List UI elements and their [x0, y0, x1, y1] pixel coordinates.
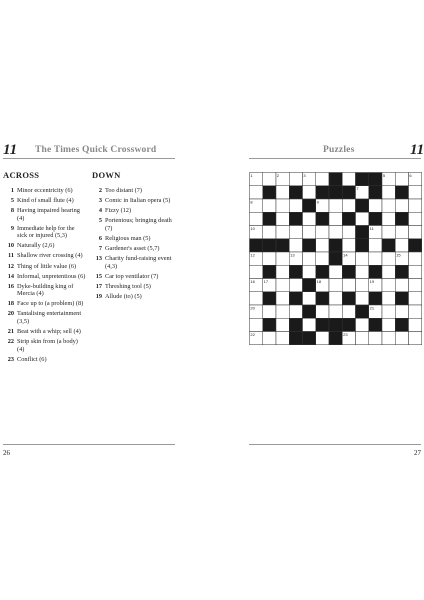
grid-cell[interactable]	[409, 279, 422, 292]
right-page-header-title: Puzzles	[323, 145, 355, 155]
grid-block	[342, 292, 355, 305]
grid-cell[interactable]	[303, 186, 316, 199]
clue-text: Car top ventilator (7)	[105, 272, 159, 280]
grid-cell[interactable]	[395, 332, 408, 345]
grid-cell-number: 18	[316, 278, 322, 284]
clue-number: 15	[95, 272, 102, 280]
grid-cell-number: 10	[250, 225, 255, 231]
grid-cell[interactable]	[250, 186, 263, 199]
grid-cell[interactable]	[316, 239, 329, 252]
clue-number: 5	[98, 217, 102, 225]
grid-cell-number: 3	[303, 172, 306, 178]
down-clue	[90, 217, 176, 232]
grid-cell[interactable]	[369, 252, 382, 265]
down-clue	[90, 207, 176, 215]
grid-block	[356, 226, 369, 239]
left-footer-page-number: 26	[3, 449, 10, 457]
grid-block	[369, 265, 382, 278]
grid-cell[interactable]	[369, 332, 382, 345]
clue-text: Tantalising entertainment (3,5)	[17, 310, 82, 325]
grid-block	[395, 265, 408, 278]
grid-block	[316, 186, 329, 199]
grid-cell[interactable]	[250, 212, 263, 225]
grid-cell[interactable]	[316, 226, 329, 239]
grid-cell[interactable]	[276, 279, 289, 292]
grid-block	[289, 265, 302, 278]
down-heading: DOWN	[92, 170, 121, 180]
clue-number: 5	[10, 197, 14, 205]
across-clue	[2, 356, 86, 364]
clue-number: 18	[7, 300, 14, 308]
grid-cell[interactable]	[276, 265, 289, 278]
down-clue	[90, 283, 176, 291]
right-page-header-number: 11	[410, 142, 424, 158]
clue-number: 20	[7, 310, 14, 318]
clue-text: Fizzy (12)	[105, 207, 132, 215]
grid-cell[interactable]	[276, 186, 289, 199]
grid-block	[316, 212, 329, 225]
grid-cell-number: 12	[250, 252, 255, 258]
grid-cell[interactable]	[369, 239, 382, 252]
clue-text: Portentous; bringing death (7)	[105, 217, 172, 232]
grid-cell[interactable]	[382, 186, 395, 199]
across-clue	[2, 338, 86, 353]
clue-text: Allude (to) (5)	[105, 292, 142, 300]
grid-block	[329, 318, 342, 331]
grid-block	[316, 265, 329, 278]
grid-block	[303, 239, 316, 252]
grid-cell[interactable]	[356, 318, 369, 331]
grid-block	[342, 318, 355, 331]
clue-text: Having impaired hearing (4)	[17, 207, 80, 222]
grid-block	[369, 292, 382, 305]
clue-number: 2	[98, 187, 102, 194]
grid-block	[369, 318, 382, 331]
clue-number: 23	[7, 355, 14, 363]
clue-number: 7	[98, 244, 102, 252]
grid-cell[interactable]	[289, 199, 302, 212]
clue-number: 16	[7, 282, 14, 290]
grid-cell-number: 21	[369, 305, 375, 311]
grid-block	[316, 318, 329, 331]
down-clue	[90, 235, 176, 243]
grid-cell-number: 1	[250, 172, 253, 178]
grid-cell[interactable]	[356, 279, 369, 292]
grid-block	[369, 212, 382, 225]
grid-cell[interactable]	[342, 199, 355, 212]
grid-cell-number: 17	[263, 278, 269, 284]
grid-cell[interactable]	[303, 265, 316, 278]
grid-cell[interactable]	[382, 292, 395, 305]
crossword-grid[interactable]	[249, 172, 412, 342]
left-page-header-number: 11	[3, 142, 18, 158]
clue-number: 10	[7, 242, 14, 250]
clue-text: Immediate help for the sick or injured (5,3)	[17, 224, 75, 240]
grid-cell-number: 9	[316, 199, 319, 205]
clue-text: Charity fund-raising event (4,3)	[105, 255, 172, 270]
grid-cell[interactable]	[276, 292, 289, 305]
clue-text: Thing of little value (6)	[17, 262, 77, 270]
grid-cell-number: 5	[382, 172, 386, 178]
clue-text: Informal, unpretentious (6)	[17, 272, 86, 280]
grid-cell[interactable]	[395, 226, 408, 239]
grid-cell[interactable]	[395, 173, 408, 186]
grid-cell[interactable]	[409, 318, 422, 331]
clue-text: Dyke-building king of Mercia (4)	[17, 282, 74, 298]
grid-cell[interactable]	[263, 226, 276, 239]
grid-cell[interactable]	[303, 226, 316, 239]
grid-cell[interactable]	[409, 332, 422, 345]
grid-cell[interactable]	[250, 292, 263, 305]
clue-text: Religious man (5)	[105, 234, 151, 242]
grid-cell[interactable]	[316, 305, 329, 318]
grid-cell-number: 2	[276, 172, 280, 178]
across-clue	[2, 310, 86, 325]
grid-block	[342, 212, 355, 225]
grid-cell-number: 19	[369, 278, 375, 284]
grid-cell[interactable]	[409, 186, 422, 199]
grid-cell-number: 7	[356, 186, 359, 192]
grid-block	[303, 279, 316, 292]
grid-cell[interactable]	[316, 252, 329, 265]
clue-number: 8	[10, 207, 14, 215]
grid-block	[395, 318, 408, 331]
across-clue	[2, 187, 86, 195]
grid-block	[329, 186, 342, 199]
grid-cell[interactable]	[395, 279, 408, 292]
grid-cell[interactable]	[382, 199, 395, 212]
across-clue	[2, 273, 86, 281]
grid-cell[interactable]	[303, 212, 316, 225]
grid-cell[interactable]	[409, 252, 422, 265]
grid-cell[interactable]	[329, 199, 342, 212]
across-clue	[2, 300, 86, 308]
grid-cell[interactable]	[382, 226, 395, 239]
grid-cell[interactable]	[382, 318, 395, 331]
grid-cell[interactable]	[409, 305, 422, 318]
across-clue	[2, 283, 86, 298]
grid-cell-number: 11	[369, 225, 374, 231]
down-clue	[90, 187, 176, 195]
grid-cell[interactable]	[276, 305, 289, 318]
down-clue	[90, 197, 176, 205]
clue-number: 21	[7, 328, 14, 336]
grid-cell[interactable]	[263, 199, 276, 212]
grid-cell-number: 13	[290, 252, 295, 258]
across-clue-list	[2, 187, 86, 366]
grid-block	[303, 199, 316, 212]
clue-text: Beat with a whip; sell (4)	[17, 328, 81, 336]
grid-cell[interactable]	[289, 305, 302, 318]
grid-cell[interactable]	[276, 318, 289, 331]
grid-cell[interactable]	[303, 252, 316, 265]
grid-cell[interactable]	[329, 226, 342, 239]
grid-block	[263, 318, 276, 331]
grid-cell[interactable]	[356, 252, 369, 265]
grid-cell-number: 6	[409, 172, 412, 178]
grid-block	[263, 265, 276, 278]
grid-cell[interactable]	[250, 265, 263, 278]
grid-cell[interactable]	[289, 239, 302, 252]
clue-number: 4	[98, 207, 102, 215]
grid-block	[289, 212, 302, 225]
grid-cell[interactable]	[250, 318, 263, 331]
grid-cell[interactable]	[409, 212, 422, 225]
grid-cell[interactable]	[369, 199, 382, 212]
grid-block	[395, 292, 408, 305]
clue-number: 19	[95, 292, 102, 300]
grid-cell[interactable]	[382, 332, 395, 345]
grid-cell-number: 16	[250, 278, 255, 284]
grid-block	[289, 292, 302, 305]
grid-cell[interactable]	[356, 292, 369, 305]
grid-cell-number: 15	[396, 252, 401, 258]
clue-text: Naturally (2,6)	[17, 242, 55, 250]
grid-block	[303, 332, 316, 345]
grid-cell[interactable]	[289, 279, 302, 292]
down-clue	[90, 245, 176, 253]
grid-cell[interactable]	[356, 332, 369, 345]
grid-cell[interactable]	[342, 239, 355, 252]
grid-block	[289, 186, 302, 199]
across-heading: ACROSS	[3, 170, 40, 180]
grid-block	[250, 239, 263, 252]
grid-cell[interactable]	[263, 332, 276, 345]
grid-block	[329, 239, 342, 252]
across-clue	[2, 225, 86, 240]
grid-cell[interactable]	[342, 226, 355, 239]
grid-cell[interactable]	[276, 332, 289, 345]
grid-cell-number: 23	[343, 331, 348, 337]
grid-cell-number: 22	[250, 331, 255, 337]
grid-cell[interactable]	[329, 292, 342, 305]
grid-cell[interactable]	[382, 252, 395, 265]
left-footer-rule	[3, 444, 175, 445]
grid-cell[interactable]	[316, 173, 329, 186]
grid-cell[interactable]	[303, 292, 316, 305]
clue-number: 3	[98, 197, 102, 205]
clue-number: 11	[8, 252, 14, 260]
grid-block	[289, 332, 302, 345]
grid-cell[interactable]	[289, 173, 302, 186]
left-header-rule	[3, 158, 175, 159]
grid-block	[329, 332, 342, 345]
grid-cell-number: 8	[250, 199, 253, 205]
across-clue	[2, 197, 86, 205]
across-clue	[2, 252, 86, 260]
grid-block	[369, 173, 382, 186]
grid-cell[interactable]	[329, 265, 342, 278]
grid-block	[356, 199, 369, 212]
grid-cell[interactable]	[276, 199, 289, 212]
clue-text: Face up to (a problem) (8)	[17, 300, 84, 308]
clue-number: 1	[10, 187, 14, 194]
grid-cell[interactable]	[356, 212, 369, 225]
grid-cell[interactable]	[329, 212, 342, 225]
clue-text: Comic in Italian opera (5)	[105, 197, 171, 205]
across-clue	[2, 328, 86, 336]
grid-cell[interactable]	[289, 226, 302, 239]
grid-block	[382, 239, 395, 252]
grid-cell[interactable]	[263, 252, 276, 265]
grid-block	[316, 292, 329, 305]
grid-cell[interactable]	[303, 318, 316, 331]
clue-text: Conflict (6)	[17, 355, 47, 363]
grid-cell[interactable]	[316, 332, 329, 345]
clue-number: 13	[95, 255, 102, 263]
grid-block	[342, 186, 355, 199]
grid-cell[interactable]	[382, 305, 395, 318]
grid-cell[interactable]	[356, 265, 369, 278]
grid-block	[395, 186, 408, 199]
grid-block	[356, 239, 369, 252]
grid-cell-number: 14	[343, 252, 348, 258]
grid-block	[395, 212, 408, 225]
clue-number: 9	[10, 224, 14, 232]
grid-block	[263, 186, 276, 199]
clue-text: Minor eccentricity (6)	[17, 187, 73, 194]
right-footer-page-number: 27	[414, 449, 421, 457]
clue-text: Threshing tool (5)	[105, 282, 151, 290]
grid-block	[303, 305, 316, 318]
left-page-header-title: The Times Quick Crossword	[35, 145, 157, 155]
grid-block	[263, 292, 276, 305]
grid-block	[329, 252, 342, 265]
grid-cell[interactable]	[276, 252, 289, 265]
grid-cell[interactable]	[382, 265, 395, 278]
grid-cell[interactable]	[395, 305, 408, 318]
down-clue-list	[90, 187, 176, 303]
grid-block	[356, 173, 369, 186]
grid-block	[276, 239, 289, 252]
clue-number: 12	[7, 262, 14, 270]
clue-text: Strip skin from (a body) (4)	[17, 338, 78, 353]
grid-cell[interactable]	[409, 292, 422, 305]
right-footer-rule	[249, 444, 421, 445]
grid-block	[342, 265, 355, 278]
grid-cell[interactable]	[263, 305, 276, 318]
grid-block	[409, 239, 422, 252]
clue-number: 14	[7, 272, 14, 280]
right-header-rule	[249, 158, 421, 159]
clue-number: 22	[7, 338, 14, 346]
down-clue	[90, 273, 176, 281]
clue-text: Gardener's asset (5,7)	[105, 244, 160, 252]
grid-block	[356, 305, 369, 318]
grid-cell[interactable]	[329, 305, 342, 318]
grid-cell-number: 4	[329, 172, 333, 178]
grid-block	[369, 186, 382, 199]
grid-cell[interactable]	[409, 199, 422, 212]
grid-cell[interactable]	[329, 279, 342, 292]
grid-cell[interactable]	[409, 226, 422, 239]
grid-cell[interactable]	[342, 279, 355, 292]
clue-text: Kind of small flute (4)	[17, 197, 74, 205]
grid-cell[interactable]	[276, 212, 289, 225]
grid-cell[interactable]	[382, 279, 395, 292]
grid-cell[interactable]	[395, 199, 408, 212]
grid-cell[interactable]	[342, 173, 355, 186]
across-clue	[2, 207, 86, 222]
grid-cell[interactable]	[395, 239, 408, 252]
grid-block	[289, 318, 302, 331]
clue-number: 6	[98, 234, 102, 242]
grid-cell[interactable]	[382, 212, 395, 225]
clue-text: Shallow river crossing (4)	[17, 252, 83, 260]
down-clue	[90, 293, 176, 301]
across-clue	[2, 263, 86, 271]
clue-number: 17	[95, 282, 102, 290]
grid-cell[interactable]	[342, 305, 355, 318]
grid-cell[interactable]	[409, 265, 422, 278]
grid-cell[interactable]	[276, 226, 289, 239]
grid-cell[interactable]	[263, 173, 276, 186]
grid-block	[263, 212, 276, 225]
across-clue	[2, 242, 86, 250]
grid-cell-number: 20	[250, 305, 255, 311]
grid-block	[263, 239, 276, 252]
clue-text: Too distant (7)	[105, 187, 142, 194]
down-clue	[90, 255, 176, 270]
